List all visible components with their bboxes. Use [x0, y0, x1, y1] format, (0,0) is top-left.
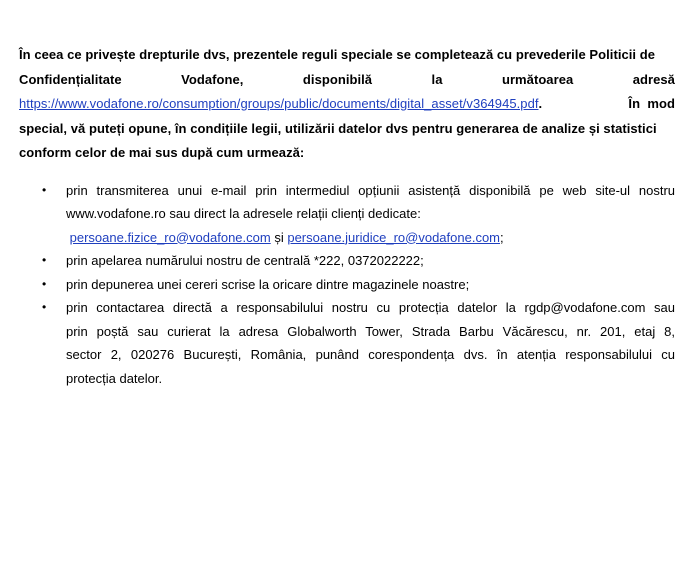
- after-link-dot: .: [538, 96, 543, 111]
- item2-text: prin apelarea numărului nostru de centrală *222, 0372022222;: [66, 253, 424, 268]
- intro-line-4: special, vă puteți opune, în condițiile legii, utilizării datelor dvs pentru generarea de analize și statistici: [19, 120, 657, 136]
- intro-word: următoarea: [501, 71, 574, 87]
- bullet-marker: •: [42, 182, 47, 197]
- item4-line3: sector 2, 020276 București, România, punând corespondența dvs. în atenția responsabilului cu: [66, 347, 675, 362]
- item4-line1: prin contactarea directă a responsabilului nostru cu protecția datelor la rgdp@vodafone.com sau: [66, 300, 675, 315]
- intro-word: Vodafone,: [181, 71, 244, 87]
- item4-line2: prin poștă sau curierat la adresa Globalworth Tower, Strada Barbu Văcărescu, nr. 201, etaj 8,: [66, 323, 675, 339]
- intro-line-1: În ceea ce privește drepturile dvs, prezentele reguli speciale se completează cu prevederile Politicii de: [19, 47, 656, 62]
- intro-line-3: [19, 92, 675, 117]
- item1-line3: [66, 226, 675, 250]
- email-connector: și: [270, 229, 288, 245]
- privacy-policy-link[interactable]: https://www.vodafone.ro/consumption/groups/public/documents/digital_asset/v364945.pdf: [19, 96, 539, 111]
- item1-line1: prin transmiterea unui e-mail prin intermediul opțiunii asistență disponibilă pe web site-ul nostru: [66, 182, 675, 198]
- intro-paragraph: [19, 43, 675, 166]
- item1-end: ;: [500, 229, 504, 245]
- item3-text: prin depunerea unei cereri scrise la oricare dintre magazinele noastre;: [66, 276, 470, 292]
- bullet-marker: •: [42, 253, 47, 267]
- options-list: [19, 179, 675, 391]
- intro-line-3-left: [19, 92, 542, 117]
- list-item: [19, 296, 675, 390]
- intro-word: la: [431, 71, 443, 87]
- intro-word: Confidențialitate: [19, 71, 122, 87]
- intro-line-2: [19, 68, 675, 93]
- list-item: [19, 273, 675, 297]
- item4-line4: protecția datelor.: [66, 370, 163, 386]
- intro-line-5: conform celor de mai sus după cum urmează:: [19, 145, 305, 160]
- list-item: [19, 249, 675, 273]
- list-item: [19, 179, 675, 250]
- email-link-juridice[interactable]: persoane.juridice_ro@vodafone.com: [287, 229, 500, 245]
- item1-line2: www.vodafone.ro sau direct la adresele relații clienți dedicate:: [66, 206, 421, 221]
- bullet-marker: •: [42, 300, 47, 314]
- intro-line-3-right: În mod: [628, 96, 675, 111]
- bullet-marker: •: [42, 276, 47, 291]
- email-link-fizice[interactable]: persoane.fizice_ro@vodafone.com: [69, 229, 271, 245]
- intro-word: adresă: [632, 71, 675, 87]
- intro-word: disponibilă: [302, 71, 373, 87]
